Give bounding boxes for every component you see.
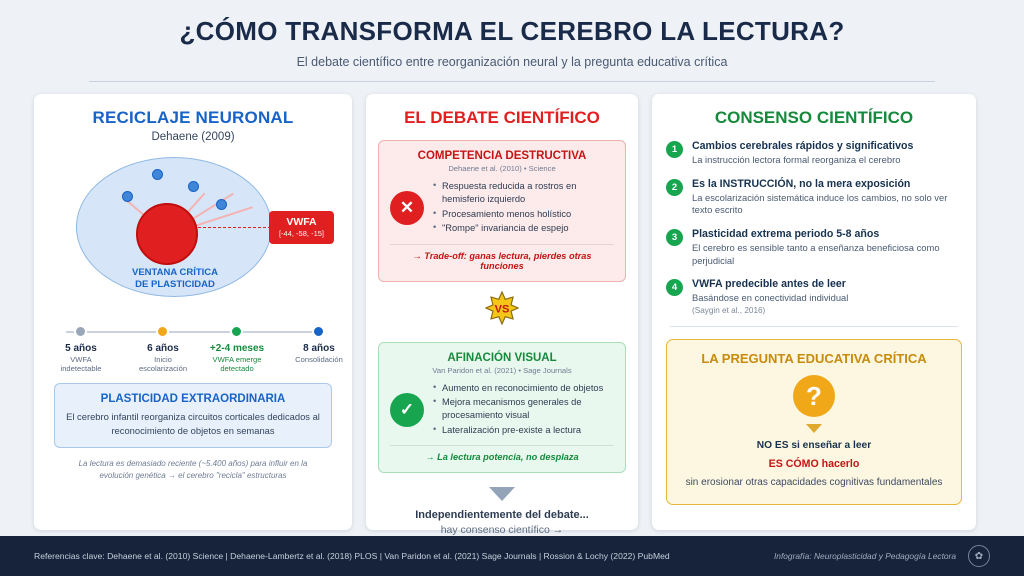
list-item (666, 178, 962, 217)
destructive-conclusion: → Trade-off: ganas lectura, pierdes otras funciones (390, 244, 614, 271)
consensus-text (692, 278, 848, 315)
col2-title: EL DEBATE CIENTÍFICO (404, 108, 600, 127)
visual-body (390, 382, 614, 439)
list-item (666, 140, 962, 167)
timeline-time-1: 5 años (65, 343, 97, 354)
consensus-detail: Basándose en conectividad individual (692, 292, 849, 304)
col2-footer-line1: Independientemente del debate... (415, 509, 589, 522)
consensus-heading: Plasticidad extrema periodo 5-8 años (692, 228, 880, 241)
question-line3: sin erosionar otras capacidades cognitivas fundamentales (685, 477, 943, 489)
core-label-line2: DE PLASTICIDAD (135, 278, 215, 290)
core-label-line1: VENTANA CRÍTICA (131, 267, 219, 278)
visual-title: AFINACIÓN VISUAL (447, 351, 557, 364)
check-mark-icon: ✓ (390, 393, 424, 427)
arrow-down-icon (489, 487, 515, 501)
consensus-detail: La escolarización sistemática induce los cambios, no solo ver texto escrito (692, 191, 948, 216)
question-line1: NO ES si enseñar a leer (756, 440, 872, 452)
list-item (666, 278, 962, 315)
visual-bullets (433, 382, 614, 439)
list-item: • Aumento en reconocimiento de objetos (433, 382, 614, 395)
consensus-text (692, 178, 962, 217)
question-arrow-icon (806, 424, 822, 433)
consensus-heading: VWFA predecible antes de leer (692, 278, 846, 291)
consensus-text (692, 228, 962, 267)
col3-divider (670, 326, 958, 327)
plasticity-text: El cerebro infantil reorganiza circuitos corticales dedicados al reconocimiento de objetos en semanas (66, 411, 320, 436)
timeline-time-3: +2-4 meses (209, 343, 265, 354)
consensus-text (692, 140, 913, 167)
page-subtitle: El debate científico entre reorganización neural y la pregunta educativa crítica (296, 55, 728, 69)
consensus-heading: Es la INSTRUCCIÓN, no la mera exposición (692, 177, 911, 190)
consensus-number: 2 (666, 179, 683, 196)
consensus-number: 1 (666, 141, 683, 158)
timeline-node-1 (74, 325, 87, 338)
footer-right (774, 545, 990, 567)
columns-container (0, 82, 1024, 537)
list-item (666, 228, 962, 267)
timeline-time-2: 6 años (147, 343, 179, 354)
timeline-desc-4: Consolidación (295, 355, 343, 364)
consensus-detail: La instrucción lectora formal reorganiza el cerebro (692, 154, 901, 165)
footer-references: Referencias clave: Dehaene et al. (2010) Science | Dehaene-Lambertz et al. (2018) PLOS | Van Paridon et al. (2021) Sage Journals | Rossion & Lochy (2022) PubMed (34, 551, 670, 561)
timeline-item-3 (198, 343, 276, 374)
visual-cite: Van Paridon et al. (2021) • Sage Journals (432, 365, 572, 375)
plasticity-title: PLASTICIDAD EXTRAORDINARIA (100, 393, 286, 405)
destructive-title: COMPETENCIA DESTRUCTIVA (417, 150, 587, 162)
question-line2: ES CÓMO hacerlo (768, 458, 860, 471)
consensus-detail: El cerebro es sensible tanto a enseñanza beneficiosa como perjudicial (692, 242, 940, 266)
timeline-node-3 (230, 325, 243, 338)
svg-text:VS: VS (494, 303, 510, 316)
list-item: • Respuesta reducida a rostros en hemisferio izquierdo (433, 180, 614, 206)
consensus-source: (Saygin et al., 2016) (692, 306, 766, 316)
card-debate-cientifico (366, 94, 638, 537)
consensus-number: 4 (666, 279, 683, 296)
core-circle (136, 203, 198, 265)
card-consenso-cientifico (652, 94, 976, 530)
card-reciclaje-neuronal (34, 94, 352, 530)
plasticity-box (54, 383, 332, 448)
x-mark-icon: ✕ (390, 191, 424, 225)
node-dot-2 (188, 181, 199, 192)
page-title: ¿CÓMO TRANSFORMA EL CEREBRO LA LECTURA? (179, 16, 845, 46)
timeline-axis (66, 331, 320, 333)
timeline-desc-3: VWFA emerge detectado (212, 355, 262, 374)
timeline-node-2 (156, 325, 169, 338)
question-box (666, 339, 962, 505)
question-mark-icon: ? (793, 375, 835, 417)
list-item: • Lateralización pre-existe a lectura (433, 424, 614, 437)
consensus-heading: Cambios cerebrales rápidos y significativos (692, 140, 914, 152)
timeline-desc-2: Inicio escolarización (138, 355, 188, 374)
node-dot-3 (216, 199, 227, 210)
consensus-number: 3 (666, 229, 683, 246)
timeline-item-4 (280, 343, 358, 364)
destructive-bullets (433, 180, 614, 237)
vs-marker (378, 291, 626, 330)
header (0, 0, 1024, 82)
col1-subtitle: Dehaene (2009) (151, 131, 235, 143)
seal-icon: ✿ (968, 545, 990, 567)
footer-credit: Infografía: Neuroplasticidad y Pedagogía Lectora (773, 551, 956, 561)
list-item: • "Rompe" invariancia de espejo (433, 222, 614, 235)
list-item: • Mejora mecanismos generales de procesamiento visual (433, 396, 614, 422)
panel-competencia-destructiva (378, 140, 626, 282)
col1-footnote: La lectura es demasiado reciente (~5.400 años) para influir en la evolución genética → el cerebro "recicla" estructuras (78, 459, 308, 480)
node-dot-4 (122, 191, 133, 202)
col2-footer-line2: hay consenso científico → (440, 524, 564, 537)
timeline-desc-1: VWFA indetectable (60, 355, 102, 374)
panel-afinacion-visual (378, 342, 626, 474)
vs-star-icon (485, 291, 519, 325)
node-dot-1 (152, 169, 163, 180)
question-title: LA PREGUNTA EDUCATIVA CRÍTICA (701, 351, 927, 367)
col3-title: CONSENSO CIENTÍFICO (714, 108, 914, 127)
footer (0, 536, 1024, 576)
col1-title: RECICLAJE NEURONAL (92, 108, 294, 127)
list-item: • Procesamiento menos holístico (433, 208, 614, 221)
vwfa-name: VWFA (286, 216, 317, 228)
timeline-item-1 (42, 343, 120, 374)
consensus-list (666, 140, 962, 315)
vwfa-label-box (269, 211, 334, 244)
timeline-node-4 (312, 325, 325, 338)
brain-diagram (48, 147, 338, 319)
vwfa-coords: [-44, -58, -15] (278, 228, 324, 238)
core-label (100, 267, 250, 291)
plasticity-timeline (50, 321, 343, 377)
timeline-item-2 (124, 343, 202, 374)
timeline-time-4: 8 años (303, 343, 335, 354)
col2-footer (378, 509, 626, 536)
visual-conclusion: → La lectura potencia, no desplaza (390, 445, 614, 462)
destructive-cite: Dehaene et al. (2010) • Science (448, 164, 556, 173)
destructive-body (390, 180, 614, 237)
